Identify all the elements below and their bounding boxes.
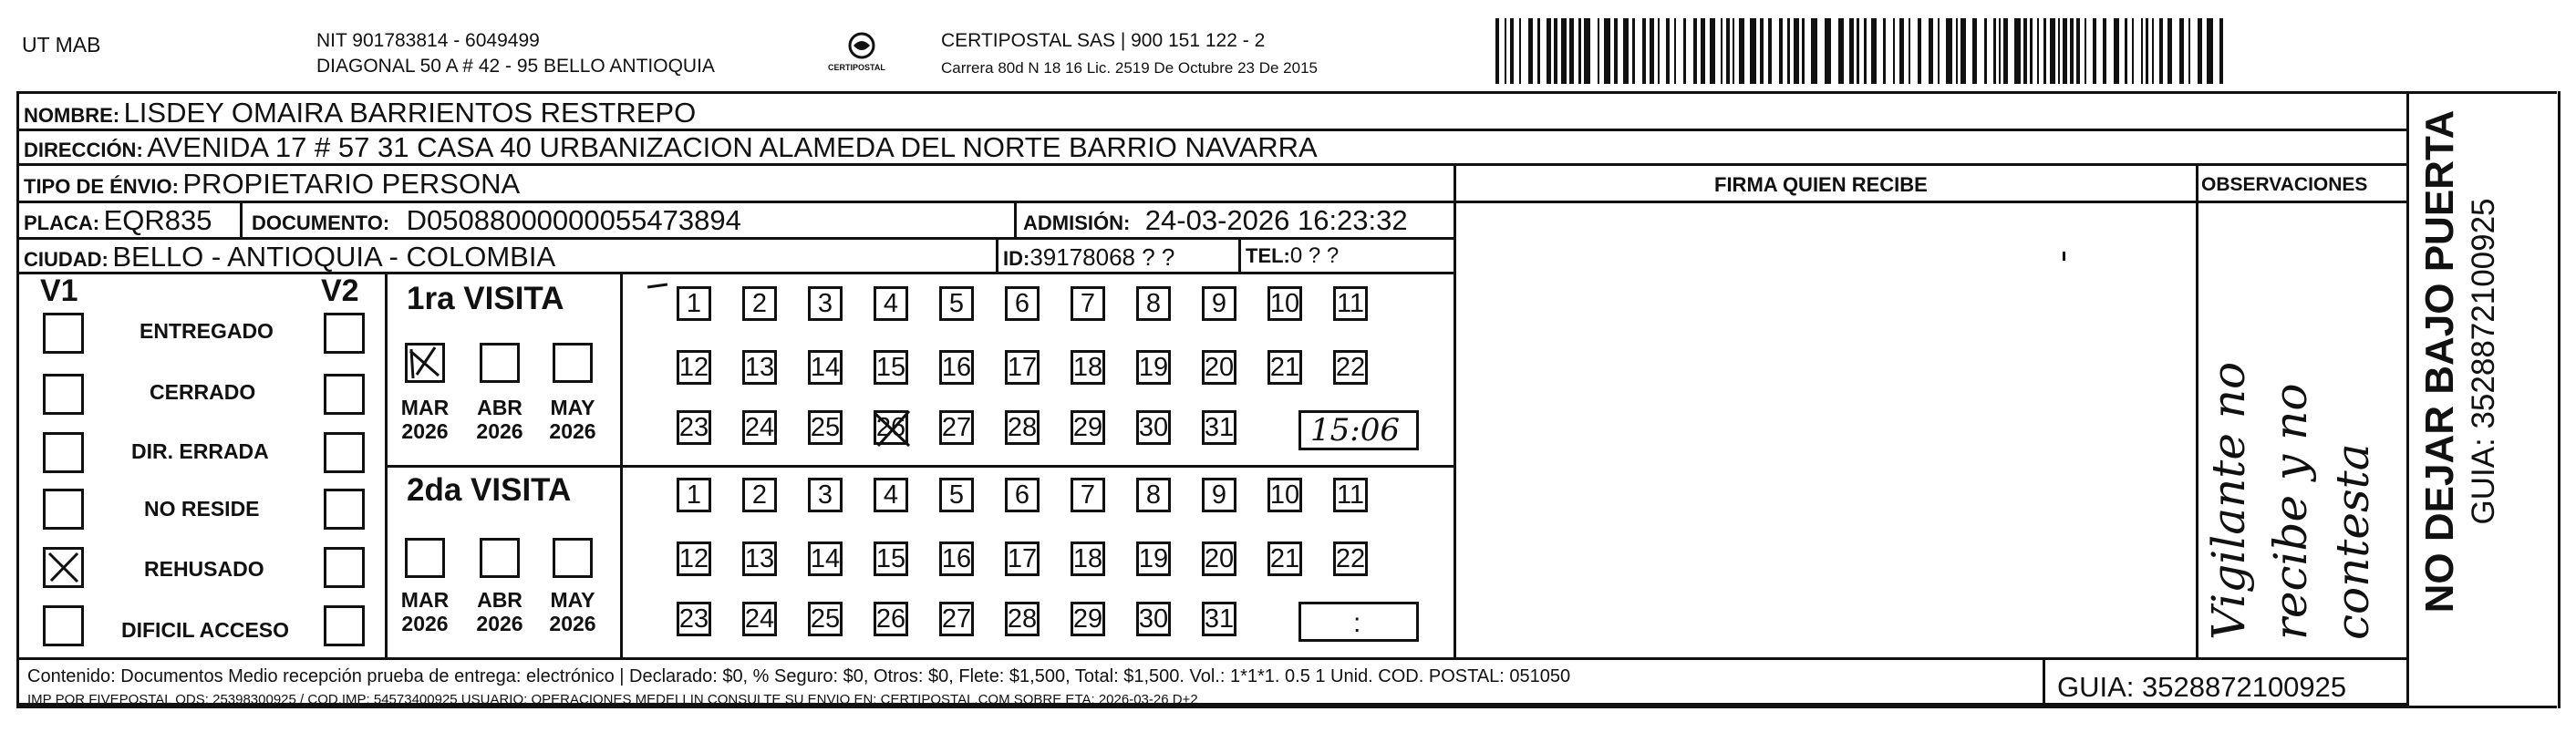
barcode-bar <box>1857 18 1859 84</box>
name-row: NOMBRE: LISDEY OMAIRA BARRIENTOS RESTREPO <box>24 97 697 129</box>
status-entregado: ENTREGADO <box>140 319 274 343</box>
visit2-day-22[interactable]: 22 <box>1333 542 1368 576</box>
visit2-day-13[interactable]: 13 <box>742 542 777 576</box>
visit2-day-10[interactable]: 10 <box>1267 478 1302 512</box>
barcode-bar <box>2159 18 2163 84</box>
barcode-bar <box>2219 18 2223 84</box>
carrier-license: Carrera 80d N 18 16 Lic. 2519 De Octubre 23 De 2015 <box>941 59 1318 77</box>
visit2-month-may-checkbox[interactable] <box>553 538 593 578</box>
id-field: ID:39178068 ? ? <box>1003 243 1175 271</box>
v2-checkbox-cerrado[interactable] <box>324 374 365 415</box>
visit2-month-may: MAY 2026 <box>549 588 596 636</box>
footer-imp: IMP POR FIVEPOSTAL ODS: 25398300925 / COD.IMP: 54573400925 USUARIO: OPERACIONES MEDELLIN CONSULTE SU ENVIO EN: CERTIPOSTAL.COM SOBRE ETA: 2026-03-26 D+2 <box>27 692 1198 707</box>
visit2-day-4[interactable]: 4 <box>874 478 908 512</box>
barcode-bar <box>1537 18 1540 84</box>
observations-area <box>2198 202 2407 655</box>
barcode-bar <box>1733 18 1734 84</box>
status-rehusado: REHUSADO <box>144 557 264 581</box>
visit2-day-27[interactable]: 27 <box>939 602 974 636</box>
barcode-bar <box>1768 18 1772 84</box>
barcode-bar <box>2179 18 2184 84</box>
barcode-bar <box>2167 18 2172 84</box>
barcode-bar <box>1960 18 1966 84</box>
barcode-bar <box>1528 18 1533 84</box>
barcode-bar <box>1849 18 1854 84</box>
obs-line-2: recibe y no <box>2264 383 2317 640</box>
barcode-bar <box>1999 18 2001 84</box>
visit1-day-17[interactable]: 17 <box>1005 350 1040 385</box>
status-no-reside: NO RESIDE <box>144 497 260 521</box>
type-row: TIPO DE ÉNVIO: PROPIETARIO PERSONA <box>24 168 521 200</box>
visit1-day-31[interactable]: 31 <box>1202 410 1236 445</box>
side-warning: NO DEJAR BAJO PUERTA <box>2417 109 2462 614</box>
visit2-day-29[interactable]: 29 <box>1071 602 1105 636</box>
barcode-bar <box>2132 18 2134 84</box>
visit2-day-20[interactable]: 20 <box>1202 542 1236 576</box>
barcode-bar <box>1787 18 1790 84</box>
visit1-day-13[interactable]: 13 <box>742 350 777 385</box>
barcode-bar <box>1802 18 1805 84</box>
visit2-day-9[interactable]: 9 <box>1202 478 1236 512</box>
visit1-day-20[interactable]: 20 <box>1202 350 1236 385</box>
admission-value: 24-03-2026 16:23:32 <box>1144 204 1408 236</box>
visit2-month-mar-checkbox[interactable] <box>405 538 445 578</box>
visit2-day-23[interactable]: 23 <box>677 602 711 636</box>
barcode-bar <box>1825 18 1831 84</box>
barcode-bar <box>1984 18 1987 84</box>
barcode-bar <box>1510 18 1514 84</box>
barcode-bar <box>1495 18 1499 84</box>
footer-guia: GUIA: 3528872100925 <box>2057 671 2347 703</box>
barcode-bar <box>1909 18 1910 84</box>
visit1-day-18[interactable]: 18 <box>1071 350 1105 385</box>
visit2-day-1[interactable]: 1 <box>677 478 711 512</box>
visit2-month-mar: MAR 2026 <box>400 588 450 636</box>
visit2-day-14[interactable]: 14 <box>808 542 843 576</box>
visit1-month-mar: MAR 2026 <box>400 396 450 444</box>
barcode-bar <box>2030 18 2033 84</box>
visit2-day-15[interactable]: 15 <box>874 542 908 576</box>
city-row: CIUDAD: BELLO - ANTIOQUIA - COLOMBIA <box>24 241 556 273</box>
visit1-month-mar-checkbox[interactable] <box>405 343 445 383</box>
visit2-day-25[interactable]: 25 <box>808 602 843 636</box>
barcode-bar <box>1972 18 1977 84</box>
visit1-time-box[interactable] <box>1298 410 1419 450</box>
barcode-bar <box>1658 18 1660 84</box>
visit1-day-7[interactable]: 7 <box>1071 286 1105 321</box>
visit2-day-30[interactable]: 30 <box>1136 602 1171 636</box>
barcode-bar <box>2003 18 2008 84</box>
company-name: UT MAB <box>22 33 101 57</box>
barcode-bar <box>2146 18 2148 84</box>
barcode-bar <box>2085 18 2086 84</box>
barcode-bar <box>2207 18 2213 84</box>
barcode-bar <box>1632 18 1635 84</box>
v1-checkbox-rehusado[interactable] <box>43 547 84 588</box>
visit1-day-15[interactable]: 15 <box>874 350 908 385</box>
barcode-bar <box>1946 18 1952 84</box>
barcode-bar <box>1578 18 1581 84</box>
barcode-bar <box>1598 18 1599 84</box>
visit1-day-4[interactable]: 4 <box>874 286 908 321</box>
visit2-day-18[interactable]: 18 <box>1071 542 1105 576</box>
visit1-day-21[interactable]: 21 <box>1267 350 1302 385</box>
visit1-time: 15:06 <box>1310 412 1400 449</box>
barcode-bar <box>1683 18 1686 84</box>
v1-label: V1 <box>40 273 78 308</box>
barcode-bar <box>1760 18 1764 84</box>
shipment-type: PROPIETARIO PERSONA <box>182 168 521 200</box>
barcode-bar <box>2141 18 2143 84</box>
document-row: DOCUMENTO: D05088000000055473894 <box>252 204 741 236</box>
v1-checkbox-dificil-acceso[interactable] <box>43 605 84 646</box>
visit2-day-16[interactable]: 16 <box>939 542 974 576</box>
barcode-bar <box>2043 18 2046 84</box>
side-panel <box>2416 95 2535 642</box>
visit1-month-may: MAY 2026 <box>549 396 596 444</box>
address-row: DIRECCIÓN: AVENIDA 17 # 57 31 CASA 40 URBANIZACION ALAMEDA DEL NORTE BARRIO NAVARRA <box>24 131 1318 163</box>
visit1-day-5[interactable]: 5 <box>939 286 974 321</box>
visit2-day-2[interactable]: 2 <box>742 478 777 512</box>
barcode-bar <box>1739 18 1744 84</box>
barcode-bar <box>1871 18 1877 84</box>
barcode <box>1495 18 2225 84</box>
cross-mark <box>869 406 915 451</box>
visit2-day-28[interactable]: 28 <box>1005 602 1040 636</box>
obs-line-3: contesta <box>2326 443 2379 640</box>
visit1-day-25[interactable]: 25 <box>808 410 843 445</box>
tel-field: TEL:0 ? ? <box>1246 243 1340 268</box>
barcode-bar <box>2023 18 2027 84</box>
visit2-day-31[interactable]: 31 <box>1202 602 1236 636</box>
signature-mark <box>2063 252 2065 261</box>
visit2-day-17[interactable]: 17 <box>1005 542 1040 576</box>
nit-number: NIT 901783814 - 6049499 <box>316 30 540 51</box>
barcode-bar <box>1794 18 1799 84</box>
visit1-day-23[interactable]: 23 <box>677 410 711 445</box>
document-value: D05088000000055473894 <box>406 204 741 236</box>
admission-row: ADMISIÓN: 24-03-2026 16:23:32 <box>1023 204 1408 236</box>
visit1-month-may-checkbox[interactable] <box>553 343 593 383</box>
v2-checkbox-dificil-acceso[interactable] <box>324 605 365 646</box>
barcode-bar <box>1561 18 1567 84</box>
signature-label: FIRMA QUIEN RECIBE <box>1714 173 1928 196</box>
status-dir-errada: DIR. ERRADA <box>131 439 269 463</box>
barcode-bar <box>1547 18 1551 84</box>
visit2-title: 2da VISITA <box>407 472 572 508</box>
v1-checkbox-entregado[interactable] <box>43 313 84 354</box>
visit2-time-box[interactable] <box>1298 602 1419 642</box>
visit2-day-11[interactable]: 11 <box>1333 478 1368 512</box>
visit2-day-24[interactable]: 24 <box>742 602 777 636</box>
carrier-info: CERTIPOSTAL SAS | 900 151 122 - 2 <box>941 30 1266 51</box>
barcode-bar <box>1614 18 1618 84</box>
city-value: BELLO - ANTIOQUIA - COLOMBIA <box>112 241 556 273</box>
visit2-day-7[interactable]: 7 <box>1071 478 1105 512</box>
barcode-bar <box>1604 18 1610 84</box>
plate-value: EQR835 <box>103 204 212 236</box>
sender-address: DIAGONAL 50 A # 42 - 95 BELLO ANTIOQUIA <box>316 56 715 77</box>
plate-row: PLACA: EQR835 <box>24 204 212 236</box>
barcode-bar <box>1956 18 1958 84</box>
v2-checkbox-no-reside[interactable] <box>324 489 365 530</box>
barcode-bar <box>2152 18 2154 84</box>
visit2-day-26[interactable]: 26 <box>874 602 908 636</box>
barcode-bar <box>1726 18 1730 84</box>
barcode-bar <box>1701 18 1705 84</box>
barcode-bar <box>1883 18 1886 84</box>
v2-checkbox-entregado[interactable] <box>324 313 365 354</box>
visit1-day-22[interactable]: 22 <box>1333 350 1368 385</box>
barcode-bar <box>2050 18 2055 84</box>
visit1-day-8[interactable]: 8 <box>1136 286 1171 321</box>
barcode-bar <box>2070 18 2074 84</box>
v1-checkbox-cerrado[interactable] <box>43 374 84 415</box>
barcode-bar <box>1693 18 1697 84</box>
barcode-bar <box>1569 18 1574 84</box>
barcode-bar <box>1584 18 1590 84</box>
barcode-bar <box>1779 18 1783 84</box>
visit1-day-3[interactable]: 3 <box>808 286 843 321</box>
barcode-bar <box>2198 18 2202 84</box>
barcode-bar <box>1505 18 1506 84</box>
visit1-day-26[interactable]: 26 <box>874 410 908 445</box>
visit1-day-24[interactable]: 24 <box>742 410 777 445</box>
barcode-bar <box>1918 18 1921 84</box>
visit2-day-8[interactable]: 8 <box>1136 478 1171 512</box>
visit1-day-12[interactable]: 12 <box>677 350 711 385</box>
visit2-day-5[interactable]: 5 <box>939 478 974 512</box>
barcode-bar <box>1929 18 1933 84</box>
barcode-bar <box>1650 18 1654 84</box>
footer-content: Contenido: Documentos Medio recepción prueba de entrega: electrónico | Declarado: $0, % Seguro: $0, Otros: $0, Flete: $1,500, Total: $1,500. Vol.: 1*1*1. 0.5 1 Unid. COD. POSTAL: 051050 <box>27 666 1571 686</box>
status-dificil-acceso: DIFICIL ACCESO <box>121 618 290 642</box>
visit1-month-abr: ABR 2026 <box>476 396 523 444</box>
visit1-day-6[interactable]: 6 <box>1005 286 1040 321</box>
obs-line-1: Vigilante no <box>2202 361 2255 640</box>
barcode-bar <box>1721 18 1723 84</box>
barcode-bar <box>1838 18 1844 84</box>
barcode-bar <box>1864 18 1867 84</box>
visit2-day-12[interactable]: 12 <box>677 542 711 576</box>
status-cerrado: CERRADO <box>150 380 256 404</box>
barcode-bar <box>1899 18 1904 84</box>
barcode-bar <box>1642 18 1646 84</box>
barcode-bar <box>1750 18 1756 84</box>
barcode-bar <box>2114 18 2119 84</box>
certipostal-logo: CERTIPOSTAL <box>821 27 903 78</box>
barcode-bar <box>2076 18 2080 84</box>
barcode-bar <box>1674 18 1676 84</box>
recipient-address: AVENIDA 17 # 57 31 CASA 40 URBANIZACION ALAMEDA DEL NORTE BARRIO NAVARRA <box>147 131 1318 163</box>
barcode-bar <box>2125 18 2127 84</box>
visit2-day-19[interactable]: 19 <box>1136 542 1171 576</box>
v2-checkbox-rehusado[interactable] <box>324 547 365 588</box>
visit1-day-10[interactable]: 10 <box>1267 286 1302 321</box>
visit1-day-28[interactable]: 28 <box>1005 410 1040 445</box>
barcode-bar <box>1811 18 1817 84</box>
visit2-time: : <box>1353 608 1361 638</box>
barcode-bar <box>2037 18 2039 84</box>
observations-label: OBSERVACIONES <box>2201 174 2368 195</box>
visit1-day-11[interactable]: 11 <box>1333 286 1368 321</box>
visit1-day-29[interactable]: 29 <box>1071 410 1105 445</box>
visit1-day-9[interactable]: 9 <box>1202 286 1236 321</box>
barcode-bar <box>2014 18 2021 84</box>
barcode-bar <box>1710 18 1715 84</box>
visit1-title: 1ra VISITA <box>407 281 564 316</box>
barcode-bar <box>1893 18 1895 84</box>
recipient-name: LISDEY OMAIRA BARRIENTOS RESTREPO <box>123 97 697 129</box>
barcode-bar <box>2103 18 2106 84</box>
barcode-bar <box>1623 18 1629 84</box>
v1-checkbox-dir-errada[interactable] <box>43 432 84 473</box>
side-guia: GUIA: 3528872100925 <box>2466 198 2501 525</box>
visit2-day-3[interactable]: 3 <box>808 478 843 512</box>
barcode-bar <box>2058 18 2060 84</box>
barcode-bar <box>1993 18 1996 84</box>
visit1-day-14[interactable]: 14 <box>808 350 843 385</box>
visit1-day-30[interactable]: 30 <box>1136 410 1171 445</box>
barcode-bar <box>2093 18 2096 84</box>
v2-label: V2 <box>321 273 359 308</box>
visit1-month-abr-checkbox[interactable] <box>480 343 520 383</box>
barcode-bar <box>2188 18 2190 84</box>
visit1-day-2[interactable]: 2 <box>742 286 777 321</box>
visit1-day-27[interactable]: 27 <box>939 410 974 445</box>
visit1-day-19[interactable]: 19 <box>1136 350 1171 385</box>
visit2-day-6[interactable]: 6 <box>1005 478 1040 512</box>
barcode-bar <box>1666 18 1670 84</box>
v2-checkbox-dir-errada[interactable] <box>324 432 365 473</box>
visit1-day-1[interactable]: 1 <box>677 286 711 321</box>
barcode-bar <box>1938 18 1940 84</box>
visit2-month-abr: ABR 2026 <box>476 588 523 636</box>
visit2-day-21[interactable]: 21 <box>1267 542 1302 576</box>
barcode-bar <box>1519 18 1521 84</box>
barcode-bar <box>2063 18 2067 84</box>
v1-checkbox-no-reside[interactable] <box>43 489 84 530</box>
visit1-day-16[interactable]: 16 <box>939 350 974 385</box>
visit2-month-abr-checkbox[interactable] <box>480 538 520 578</box>
barcode-bar <box>1554 18 1557 84</box>
